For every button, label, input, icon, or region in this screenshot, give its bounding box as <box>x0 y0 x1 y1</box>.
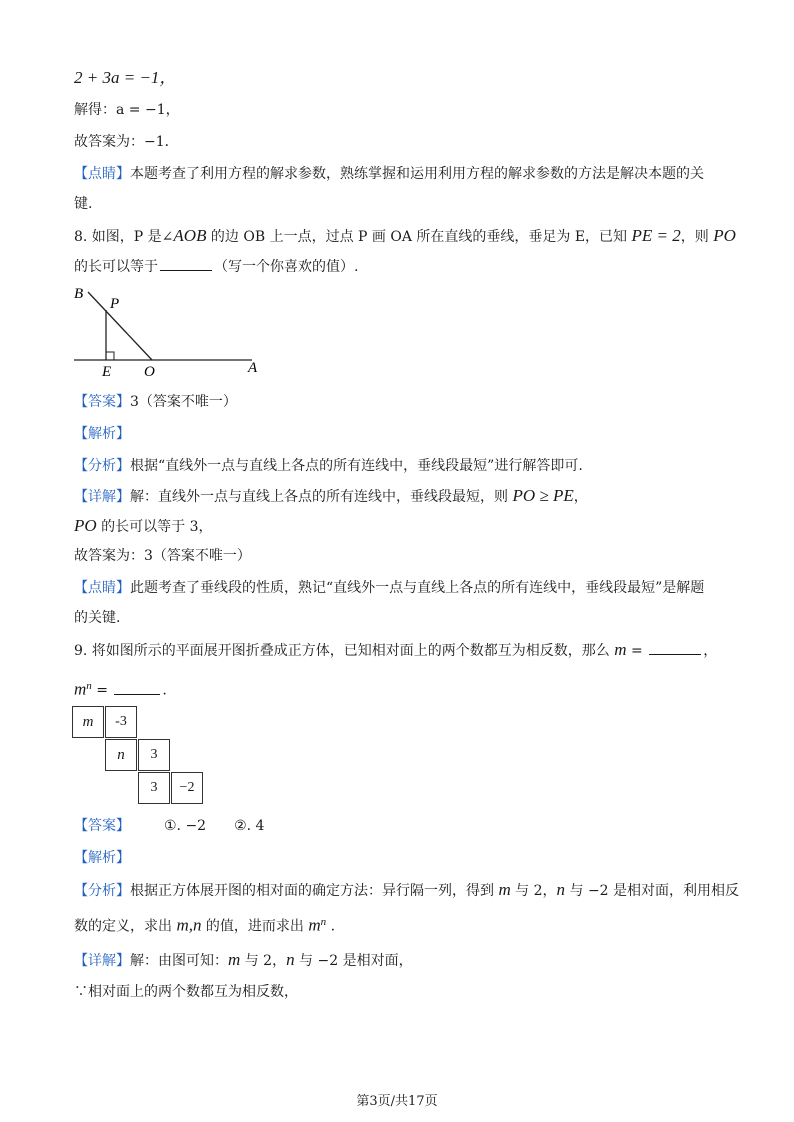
cell-m: m <box>72 706 104 738</box>
q8-fenxi: 【分析】根据“直线外一点与直线上各点的所有连线中，垂线段最短”进行解答即可. <box>74 458 583 474</box>
page-footer: 第3页/共17页 <box>356 1094 438 1109</box>
q9-fenxi-2: 数的定义，求出 m,n 的值，进而求出 $m^n$ . <box>74 915 336 935</box>
line-ob <box>88 292 152 360</box>
equation-line: 2 + 3a = −1， <box>74 68 177 87</box>
solve-line: 解得：a = −1， <box>74 102 180 118</box>
answer-line: 故答案为：−1． <box>74 134 179 150</box>
q9-detail: 【详解】解：由图可知：m 与 2，n 与 −2 是相对面， <box>74 950 413 969</box>
cube-net <box>72 706 212 810</box>
q9-answer: 【答案】 ①. −2 ②. 4 <box>74 818 265 834</box>
label-a: A <box>248 360 258 376</box>
q8-dianjing-2: 的关键. <box>74 610 121 626</box>
q8-analysis-tag: 【解析】 <box>74 426 130 442</box>
comment-line-2: 键. <box>74 196 93 212</box>
cell-neg2: −2 <box>171 772 203 804</box>
q8-detail: 【详解】解：直线外一点与直线上各点的所有连线中，垂线段最短，则 PO ≥ PE， <box>74 486 588 505</box>
label-b: B <box>74 286 84 302</box>
q9-fenxi-1: 【分析】根据正方体展开图的相对面的确定方法：异行隔一列，得到 m 与 2，n 与 −2 是相对面，利用相反 <box>74 880 740 899</box>
q8-line-2: 的长可以等于 （写一个你喜欢的值）. <box>74 256 358 277</box>
q9-because: ∵相对面上的两个数都互为相反数， <box>74 984 298 1000</box>
q8-po-line: PO 的长可以等于 3， <box>74 516 213 535</box>
cell-3b: 3 <box>138 772 170 804</box>
q8-dianjing-1: 【点睛】此题考查了垂线段的性质，熟记“直线外一点与直线上各点的所有连线中，垂线段最短”是解题 <box>74 580 705 596</box>
label-o: O <box>144 364 155 380</box>
cell-n: n <box>105 739 137 771</box>
cell-neg3: -3 <box>105 706 137 738</box>
right-angle-mark <box>106 352 114 360</box>
label-p: P <box>110 296 120 312</box>
cell-3a: 3 <box>138 739 170 771</box>
label-e: E <box>102 364 112 380</box>
q8-line-1: 8. 如图，P 是∠AOB 的边 OB 上一点，过点 P 画 OA 所在直线的垂线，垂足为 E，已知 PE = 2，则 PO <box>74 226 736 245</box>
q9-analysis-tag: 【解析】 <box>74 850 130 866</box>
q8-final: 故答案为：3（答案不唯一） <box>74 548 251 564</box>
q9-line-2: $m^n$ = . <box>74 679 167 699</box>
q9-line-1: 9. 将如图所示的平面展开图折叠成正方体，已知相对面上的两个数都互为相反数，那么 m = ， <box>74 640 718 659</box>
comment-line-1: 【点睛】本题考查了利用方程的解求参数，熟练掌握和运用利用方程的解求参数的方法是解决本题的关 <box>74 166 704 182</box>
q8-figure <box>70 282 270 382</box>
q8-answer: 【答案】3（答案不唯一） <box>74 394 237 410</box>
